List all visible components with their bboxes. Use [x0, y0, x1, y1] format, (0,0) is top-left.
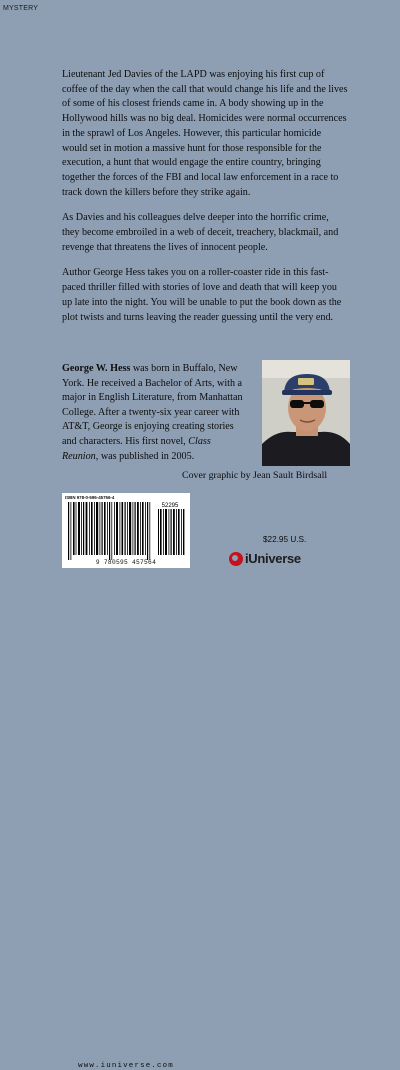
bio-text-part-2: , was published in 2005. — [95, 450, 195, 462]
publisher-website: www.iuniverse.com — [78, 1062, 174, 1070]
author-bio — [62, 362, 244, 464]
price-code: 52295 — [161, 503, 179, 509]
author-name: George W. Hess — [62, 363, 131, 374]
iuniverse-logo-icon — [229, 552, 243, 566]
bio-text-part-1: was born in Buffalo, New York. He received a Bachelor of Arts, with a major in English Literature, from Manhattan College. After a twenty-six year career with AT&T, George is enjoying creating stories and characters. His first novel, — [62, 363, 243, 447]
blurb-paragraph-1: Lieutenant Jed Davies of the LAPD was enjoying his first cup of coffee of the day when the call that would change his life and the lives of some of his closest friends came in. A body showing up in the Hollywood hills was no big deal. Homicides were normal occurrences in the sprawl of Los Angeles. However, this particular homicide would set in motion a massive hunt for those responsible for the execution, a hunt that would engage the entire country, bringing together the forces of the FBI and local law enforcement in a race to track down the killers before they strike again. — [62, 69, 348, 198]
blurb-paragraph-2: As Davies and his colleagues delve deeper into the horrific crime, they become embroiled in a web of deceit, treachery, blackmail, and revenge that threatens the lives of innocent people. — [62, 212, 339, 253]
barcode-bars — [62, 493, 190, 568]
publisher-logo — [229, 549, 329, 571]
isbn-barcode — [62, 493, 190, 1070]
blurb-paragraph-3: Author George Hess takes you on a roller-coaster ride in this fast-paced thriller filled with stories of love and death that will keep you up late into the night. You will be unable to put the book down as the plot twists and turns leaving the reader guessing until the very end. — [62, 267, 342, 323]
cover-credit: Cover graphic by Jean Sault Birdsall — [182, 470, 328, 481]
barcode-digits: 9 780595 457564 — [95, 559, 157, 566]
back-cover-blurb — [62, 68, 348, 336]
author-photo — [262, 360, 350, 466]
genre-label: MYSTERY — [3, 5, 39, 12]
publisher-name: iUniverse — [245, 551, 301, 566]
first-novel-title: Class Reunion — [62, 435, 211, 462]
isbn-label: ISBN 978-0-595-45756-4 — [65, 495, 115, 500]
price-label: $22.95 U.S. — [263, 535, 307, 544]
